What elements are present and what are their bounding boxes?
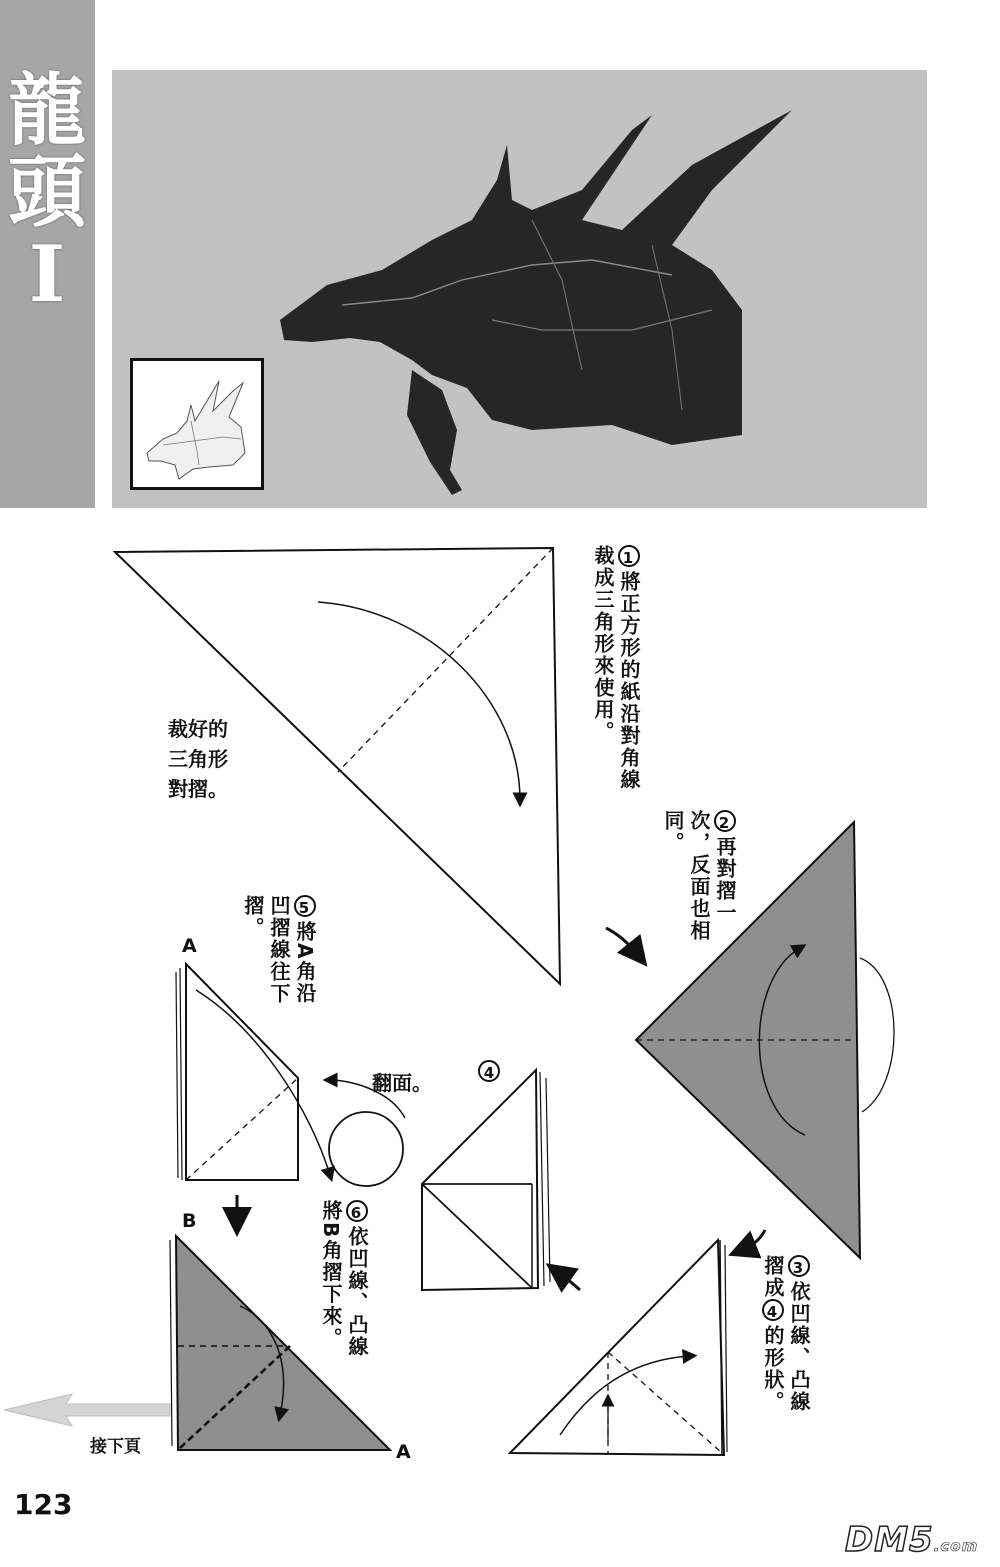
logo-text: DM5: [845, 1520, 934, 1560]
step5-number: 5: [294, 895, 316, 917]
step3-triangle: [510, 1240, 724, 1455]
side-title-char-2: 頭: [7, 147, 86, 238]
point-a-bottom: A: [396, 1441, 411, 1463]
step4-diagram: [422, 1070, 580, 1290]
step1-instruction: [590, 545, 642, 795]
site-logo: [845, 1520, 978, 1560]
step5-instruction: [240, 895, 318, 1005]
step3-to-step4-arrow: [558, 1272, 580, 1290]
point-b: B: [182, 1210, 197, 1232]
side-title-char-1: 龍: [7, 65, 86, 156]
flip-circle: [329, 1112, 403, 1186]
step3-diagram: [510, 1230, 765, 1455]
next-page-arrow: [4, 1392, 174, 1428]
step1-text: 將正方形的紙沿對角線裁成三角形來使用。: [591, 545, 641, 791]
step3-ref-number: 4: [762, 1299, 784, 1321]
step3-text-a: 依凹線、凸線: [787, 1281, 811, 1413]
step1-to-step2-arrow: [606, 928, 638, 955]
step3-text-c: 的形狀。: [761, 1325, 785, 1413]
step1b-instruction: [168, 714, 228, 804]
step5-text: 將A角沿凹摺線往下摺。: [241, 895, 317, 1005]
step4-label: [478, 1056, 500, 1086]
step4-number: 4: [478, 1060, 500, 1082]
step2-text: 再對摺一次，反面也相同。: [661, 810, 737, 942]
step2-back-fold-arrow: [860, 958, 894, 1112]
step2-diagram: [606, 822, 894, 1258]
step4-shape: [422, 1070, 538, 1290]
step1b-line3: 對摺。: [168, 777, 228, 801]
next-page-label: 接下頁: [90, 1437, 141, 1457]
step1b-line2: 三角形: [168, 747, 228, 771]
step6-number: 6: [346, 1200, 368, 1222]
step1-number: 1: [618, 545, 640, 567]
page-number: 123: [14, 1488, 73, 1521]
point-a-top: A: [182, 935, 197, 957]
flip-instruction: 翻面。: [372, 1071, 432, 1095]
step6-text: 依凹線、凸線將B角摺下來。: [319, 1200, 369, 1358]
step1b-line1: 裁好的: [168, 717, 228, 741]
step3-number: 3: [788, 1255, 810, 1277]
step2-number: 2: [714, 810, 736, 832]
step6-instruction: [318, 1200, 370, 1370]
logo-suffix: .com: [933, 1537, 979, 1555]
step2-to-step3-arrow: [742, 1230, 765, 1250]
step3-instruction: [760, 1255, 812, 1415]
side-title-char-3: I: [28, 229, 66, 320]
step3-text-b: 摺成: [761, 1255, 785, 1299]
step2-instruction: [660, 810, 738, 960]
